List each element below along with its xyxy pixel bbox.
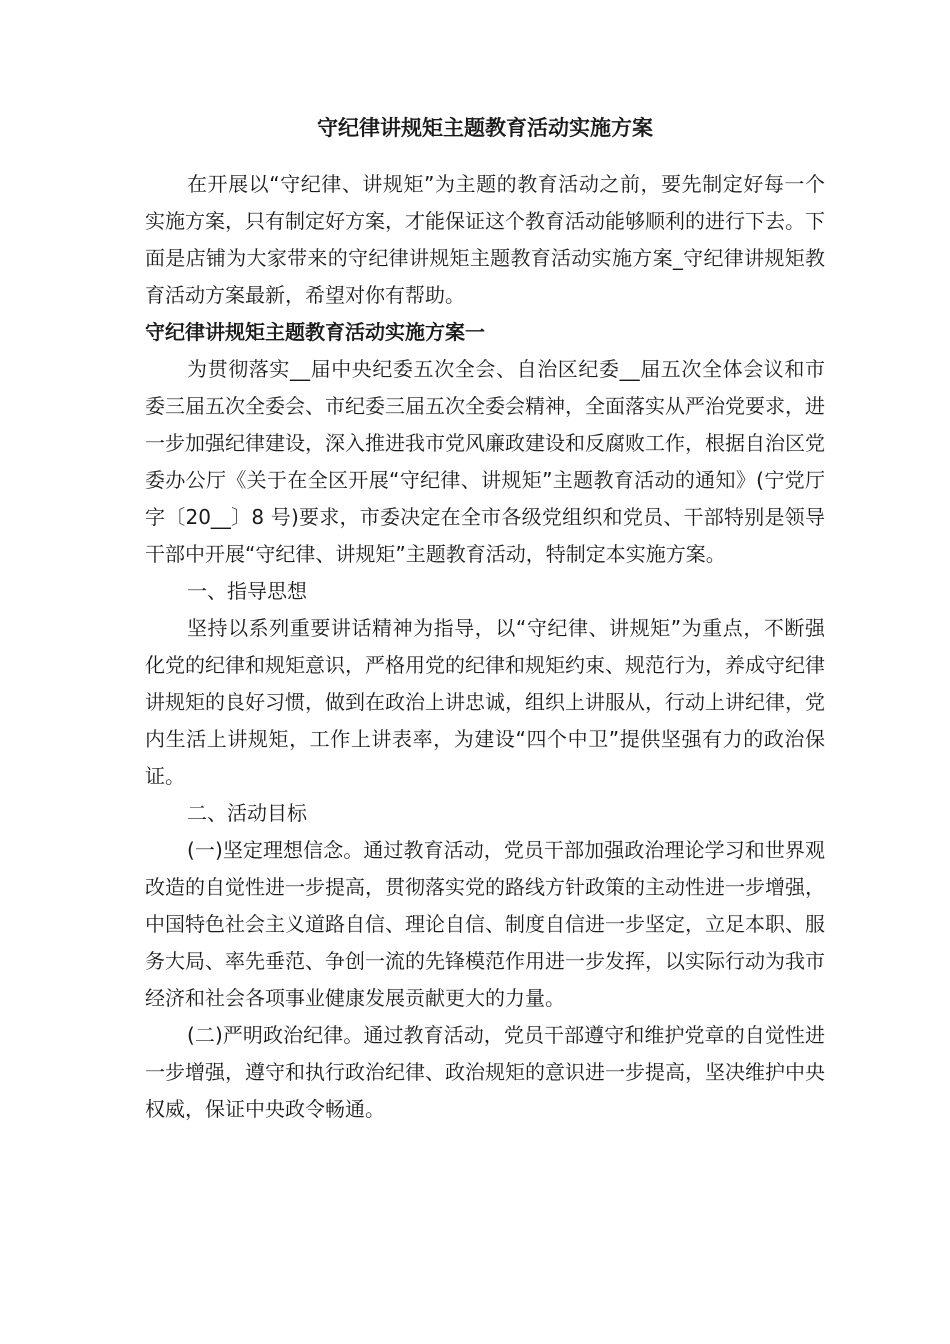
intro-paragraph: 在开展以“守纪律、讲规矩”为主题的教育活动之前，要先制定好每一个实施方案，只有制定好方案，才能保证这个教育活动能够顺利的进行下去。下面是店铺为大家带来的守纪律讲规矩主题教育活动实施方案_守纪律讲规矩教育活动方案最新，希望对你有帮助。	[145, 172, 825, 307]
document-page	[145, 108, 825, 1128]
paragraph-1: 为贯彻落实__届中央纪委五次全会、自治区纪委__届五次全体会议和市委三届五次全委会、市纪委三届五次全委会精神，全面落实从严治党要求，进一步加强纪律建设，深入推进我市党风廉政建设和反腐败工作，根据自治区党委办公厅《关于在全区开展“守纪律、讲规矩”主题教育活动的通知》(宁党厅字〔20__〕8 号)要求，市委决定在全市各级党组织和党员、干部特别是领导干部中开展“守纪律、讲规矩”主题教育活动，特制定本实施方案。	[145, 357, 825, 566]
paragraph-3: (一)坚定理想信念。通过教育活动，党员干部加强政治理论学习和世界观改造的自觉性进一步提高，贯彻落实党的路线方针政策的主动性进一步增强，中国特色社会主义道路自信、理论自信、制度自信进一步坚定，立足本职、服务大局、率先垂范、争创一流的先锋模范作用进一步发挥，以实际行动为我市经济和社会各项事业健康发展贡献更大的力量。	[145, 838, 825, 1010]
paragraph-4: (二)严明政治纪律。通过教育活动，党员干部遵守和维护党章的自觉性进一步增强，遵守和执行政治纪律、政治规矩的意识进一步提高，坚决维护中央权威，保证中央政令畅通。	[145, 1023, 825, 1121]
paragraph-2: 坚持以系列重要讲话精神为指导，以“守纪律、讲规矩”为重点，不断强化党的纪律和规矩意识，严格用党的纪律和规矩约束、规范行为，养成守纪律讲规矩的良好习惯，做到在政治上讲忠诚，组织上讲服从，行动上讲纪律，党内生活上讲规矩，工作上讲表率，为建设“四个中卫”提供坚强有力的政治保证。	[145, 616, 825, 788]
document-title: 守纪律讲规矩主题教育活动实施方案	[317, 116, 653, 140]
heading-activity-goals: 二、活动目标	[187, 801, 307, 825]
section-heading: 守纪律讲规矩主题教育活动实施方案一	[145, 320, 485, 344]
heading-guiding-thought: 一、指导思想	[187, 579, 307, 603]
